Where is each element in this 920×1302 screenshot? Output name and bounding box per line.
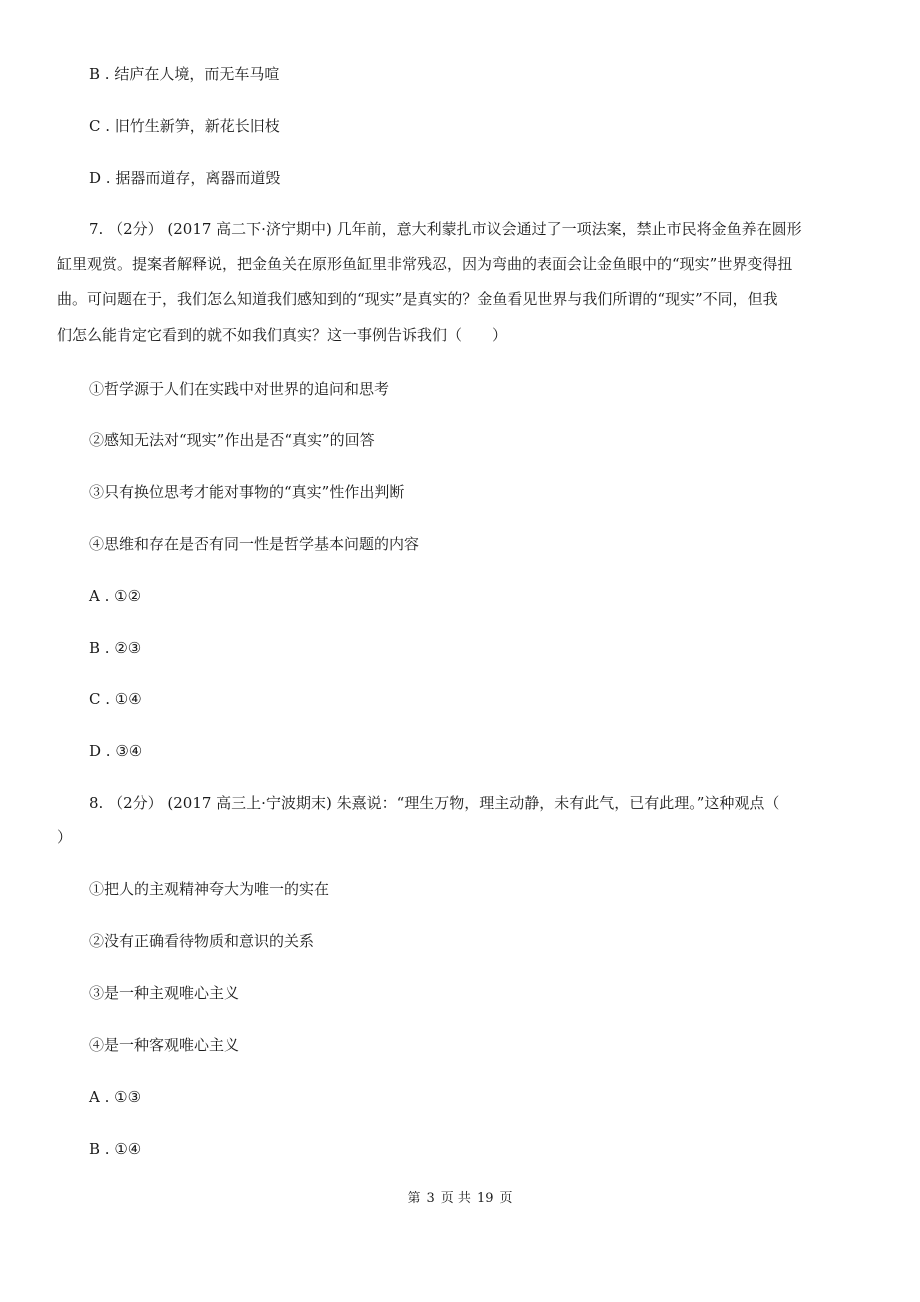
footer-prefix: 第 (407, 1191, 421, 1206)
q7-statement-4: ④思维和存在是否有同一性是哲学基本问题的内容 (89, 535, 420, 553)
q8-statement-3: ③是一种主观唯心主义 (89, 984, 240, 1002)
q7-option-a[interactable]: A . ①② (89, 587, 142, 605)
question-8-text-line-2: ） (57, 828, 73, 846)
q8-statement-2: ②没有正确看待物质和意识的关系 (89, 932, 315, 950)
q7-statement-3: ③只有换位思考才能对事物的“真实”性作出判断 (89, 483, 405, 501)
q7-option-b[interactable]: B . ②③ (89, 639, 142, 657)
question-8-text-line-1: 8. （2分） (2017 高三上·宁波期末) 朱熹说：“理生万物，理主动静，未有此气，已有此理。”这种观点（ (89, 794, 780, 812)
question-7-text-line-1: 7. （2分） (2017 高二下·济宁期中) 几年前，意大利蒙扎市议会通过了一项法案，禁止市民将金鱼养在圆形 (89, 220, 802, 238)
question-7-text-line-2: 缸里观赏。提案者解释说，把金鱼关在原形鱼缸里非常残忍，因为弯曲的表面会让金鱼眼中的“现实”世界变得扭 (57, 255, 793, 273)
footer-total-pages: 19 (476, 1191, 494, 1206)
option-c-prev[interactable]: C . 旧竹生新笋，新花长旧枝 (89, 117, 280, 135)
q8-option-b[interactable]: B . ①④ (89, 1140, 142, 1158)
page-footer (0, 1190, 920, 1208)
q8-statement-1: ①把人的主观精神夸大为唯一的实在 (89, 880, 330, 898)
option-d-prev[interactable]: D . 据器而道存，离器而道毁 (89, 169, 281, 187)
footer-suffix: 页 (499, 1191, 513, 1206)
q7-option-c[interactable]: C . ①④ (89, 690, 142, 708)
option-b-prev[interactable]: B . 结庐在人境，而无车马喧 (89, 65, 280, 83)
q7-option-d[interactable]: D . ③④ (89, 742, 143, 760)
q7-statement-2: ②感知无法对“现实”作出是否“真实”的回答 (89, 431, 375, 449)
question-7-text-line-4: 们怎么能肯定它看到的就不如我们真实？这一事例告诉我们（ ） (57, 326, 508, 344)
footer-page-number: 3 (426, 1191, 435, 1206)
q8-option-a[interactable]: A . ①③ (89, 1088, 142, 1106)
question-7-text-line-3: 曲。可问题在于，我们怎么知道我们感知到的“现实”是真实的？金鱼看见世界与我们所谓的“现实”不同，但我 (57, 290, 778, 308)
q8-statement-4: ④是一种客观唯心主义 (89, 1036, 240, 1054)
q7-statement-1: ①哲学源于人们在实践中对世界的追问和思考 (89, 380, 390, 398)
footer-mid: 页 共 (440, 1191, 471, 1206)
